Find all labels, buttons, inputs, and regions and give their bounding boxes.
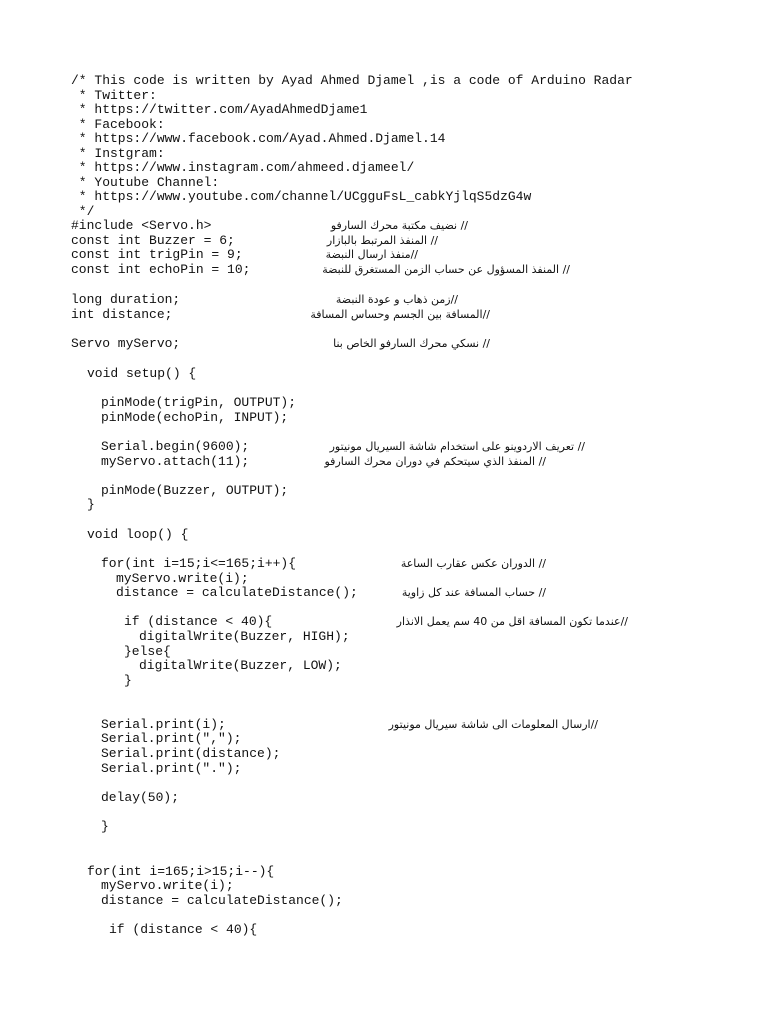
code-line: myServo.write(i);	[116, 571, 249, 586]
arabic-comment: //ارسال المعلومات الى شاشة سيريال مونيتور	[388, 718, 598, 731]
code-line: Serial.print(",");	[101, 731, 242, 746]
header-line: * https://www.youtube.com/channel/UCgguFsL_cabkYjlqS5dzG4w	[71, 189, 532, 204]
code-line: if (distance < 40){	[124, 614, 273, 629]
code-line: for(int i=15;i<=165;i++){	[101, 556, 297, 571]
arabic-comment: //المسافة بين الجسم وحساس المسافة	[310, 308, 490, 321]
arabic-comment: //عندما تكون المسافة اقل من 40 سم يعمل الانذار	[396, 615, 628, 628]
code-line: for(int i=165;i>15;i--){	[87, 864, 275, 879]
code-line: long duration;	[71, 292, 181, 307]
arabic-comment: // تعريف الاردوينو على استخدام شاشة السيريال مونيتور	[329, 440, 585, 453]
header-line: */	[71, 204, 95, 219]
code-line: }	[124, 673, 132, 688]
code-line: distance = calculateDistance();	[101, 893, 343, 908]
header-line: * Twitter:	[71, 88, 157, 103]
arabic-comment: // المنفذ المرتبط بالبازار	[326, 234, 438, 247]
header-line: * https://www.instagram.com/ahmeed.djameel/	[71, 160, 415, 175]
code-line: Serial.begin(9600);	[101, 439, 250, 454]
arabic-comment: // حساب المسافة عند كل زاوية	[401, 586, 546, 599]
header-line: * Facebook:	[71, 117, 165, 132]
code-line: void loop() {	[87, 527, 189, 542]
code-line: }	[87, 497, 95, 512]
code-line: Serial.print(distance);	[101, 746, 281, 761]
code-line: Serial.print(".");	[101, 761, 242, 776]
code-line: myServo.write(i);	[101, 878, 234, 893]
code-line: if (distance < 40){	[109, 922, 258, 937]
code-line: pinMode(echoPin, INPUT);	[101, 410, 289, 425]
code-line: const int Buzzer = 6;	[71, 233, 235, 248]
code-line: }	[101, 819, 109, 834]
code-line: Servo myServo;	[71, 336, 181, 351]
code-line: #include <Servo.h>	[71, 218, 212, 233]
code-line: Serial.print(i);	[101, 717, 226, 732]
code-line: }else{	[124, 644, 171, 659]
code-line: const int trigPin = 9;	[71, 247, 243, 262]
arabic-comment: // المنفذ المسؤول عن حساب الزمن المستغرق للنبضة	[322, 263, 570, 276]
code-line: myServo.attach(11);	[101, 454, 250, 469]
code-line: pinMode(trigPin, OUTPUT);	[101, 395, 297, 410]
code-line: distance = calculateDistance();	[116, 585, 358, 600]
code-line: delay(50);	[101, 790, 180, 805]
arabic-comment: //زمن ذهاب و عودة النبضة	[335, 293, 458, 306]
arabic-comment: // الدوران عكس عقارب الساعة	[400, 557, 546, 570]
code-line: void setup() {	[87, 366, 197, 381]
code-line: digitalWrite(Buzzer, LOW);	[139, 658, 342, 673]
arabic-comment: // المنفذ الذي سيتحكم في دوران محرك السارفو	[324, 455, 546, 468]
code-line: pinMode(Buzzer, OUTPUT);	[101, 483, 289, 498]
arabic-comment: //منفذ ارسال النبضة	[325, 248, 418, 261]
code-line: int distance;	[71, 307, 173, 322]
header-line: * Youtube Channel:	[71, 175, 220, 190]
header-line: * https://twitter.com/AyadAhmedDjame1	[71, 102, 368, 117]
code-line: digitalWrite(Buzzer, HIGH);	[139, 629, 350, 644]
header-line: * https://www.facebook.com/Ayad.Ahmed.Djamel.14	[71, 131, 446, 146]
header-line: /* This code is written by Ayad Ahmed Djamel ,is a code of Arduino Radar	[71, 73, 633, 88]
header-line: * Instgram:	[71, 146, 165, 161]
arabic-comment: // نسكي محرك السارفو الخاص بنا	[333, 337, 490, 350]
code-line: const int echoPin = 10;	[71, 262, 251, 277]
arabic-comment: // نضيف مكتبة محرك السارفو	[330, 219, 468, 232]
